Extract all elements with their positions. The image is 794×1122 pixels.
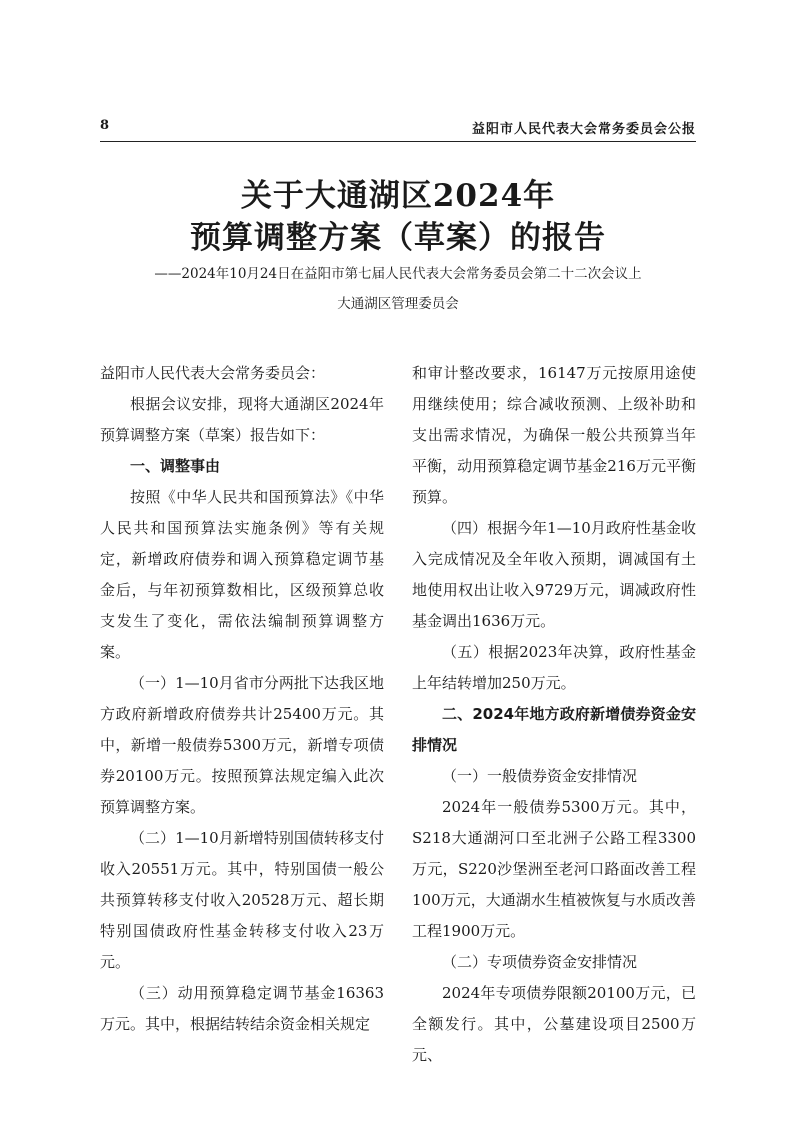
body-paragraph: 2024年一般债券5300万元。其中，S218大通湖河口至北洲子公路工程3300万元，S220沙堡洲至老河口路面改善工程100万元，大通湖水生植被恢复与水质改善工程1900万元。	[412, 798, 696, 940]
publication-name: 益阳市人民代表大会常务委员会公报	[471, 122, 696, 137]
page-number: 8	[100, 118, 110, 133]
body-paragraph: 按照《中华人民共和国预算法》《中华人民共和国预算法实施条例》等有关规定，新增政府债券和调入预算稳定调节基金后，与年初预算数相比，区级预算总收支发生了变化，需依法编制预算调整方案。	[100, 488, 384, 661]
header-divider	[100, 141, 696, 142]
intro-paragraph: 根据会议安排，现将大通湖区2024年预算调整方案（草案）报告如下：	[100, 395, 384, 444]
subsection-heading: （二）专项债券资金安排情况	[442, 953, 638, 971]
body-paragraph: （三）动用预算稳定调节基金16363万元。其中，根据结转结余资金相关规定	[100, 984, 384, 1033]
right-column	[412, 358, 696, 1071]
section-heading-2: 二、2024年地方政府新增债券资金安排情况	[412, 705, 696, 754]
section-heading-1: 一、调整事由	[130, 457, 221, 475]
body-paragraph: （五）根据2023年决算，政府性基金上年结转增加250万元。	[412, 643, 696, 692]
report-subtitle-meeting: ——2024年10月24日在益阳市第七届人民代表大会常务委员会第二十二次会议上	[154, 266, 642, 282]
left-column	[100, 358, 384, 1040]
report-title-line-2: 预算调整方案（草案）的报告	[190, 220, 606, 256]
salutation: 益阳市人民代表大会常务委员会：	[100, 364, 326, 382]
report-title-line-1: 关于大通湖区2024年	[240, 178, 556, 214]
subsection-heading: （一）一般债券资金安排情况	[442, 767, 638, 785]
page-header	[100, 118, 696, 140]
body-paragraph: 2024年专项债券限额20100万元，已全额发行。其中，公墓建设项目2500万元、	[412, 984, 696, 1064]
body-paragraph: 和审计整改要求，16147万元按原用途使用继续使用；综合减收预测、上级补助和支出需求情况，为确保一般公共预算当年平衡，动用预算稳定调节基金216万元平衡预算。	[412, 364, 696, 506]
body-paragraph: （四）根据今年1—10月政府性基金收入完成情况及全年收入预期，调减国有土地使用权出让收入9729万元，调减政府性基金调出1636万元。	[412, 519, 696, 630]
body-paragraph: （一）1—10月省市分两批下达我区地方政府新增政府债券共计25400万元。其中，新增一般债券5300万元，新增专项债券20100万元。按照预算法规定编入此次预算调整方案。	[100, 674, 384, 816]
body-paragraph: （二）1—10月新增特别国债转移支付收入20551万元。其中，特别国债一般公共预算转移支付收入20528万元、超长期特别国债政府性基金转移支付收入23万元。	[100, 829, 384, 971]
report-subtitle-author: 大通湖区管理委员会	[337, 296, 459, 312]
